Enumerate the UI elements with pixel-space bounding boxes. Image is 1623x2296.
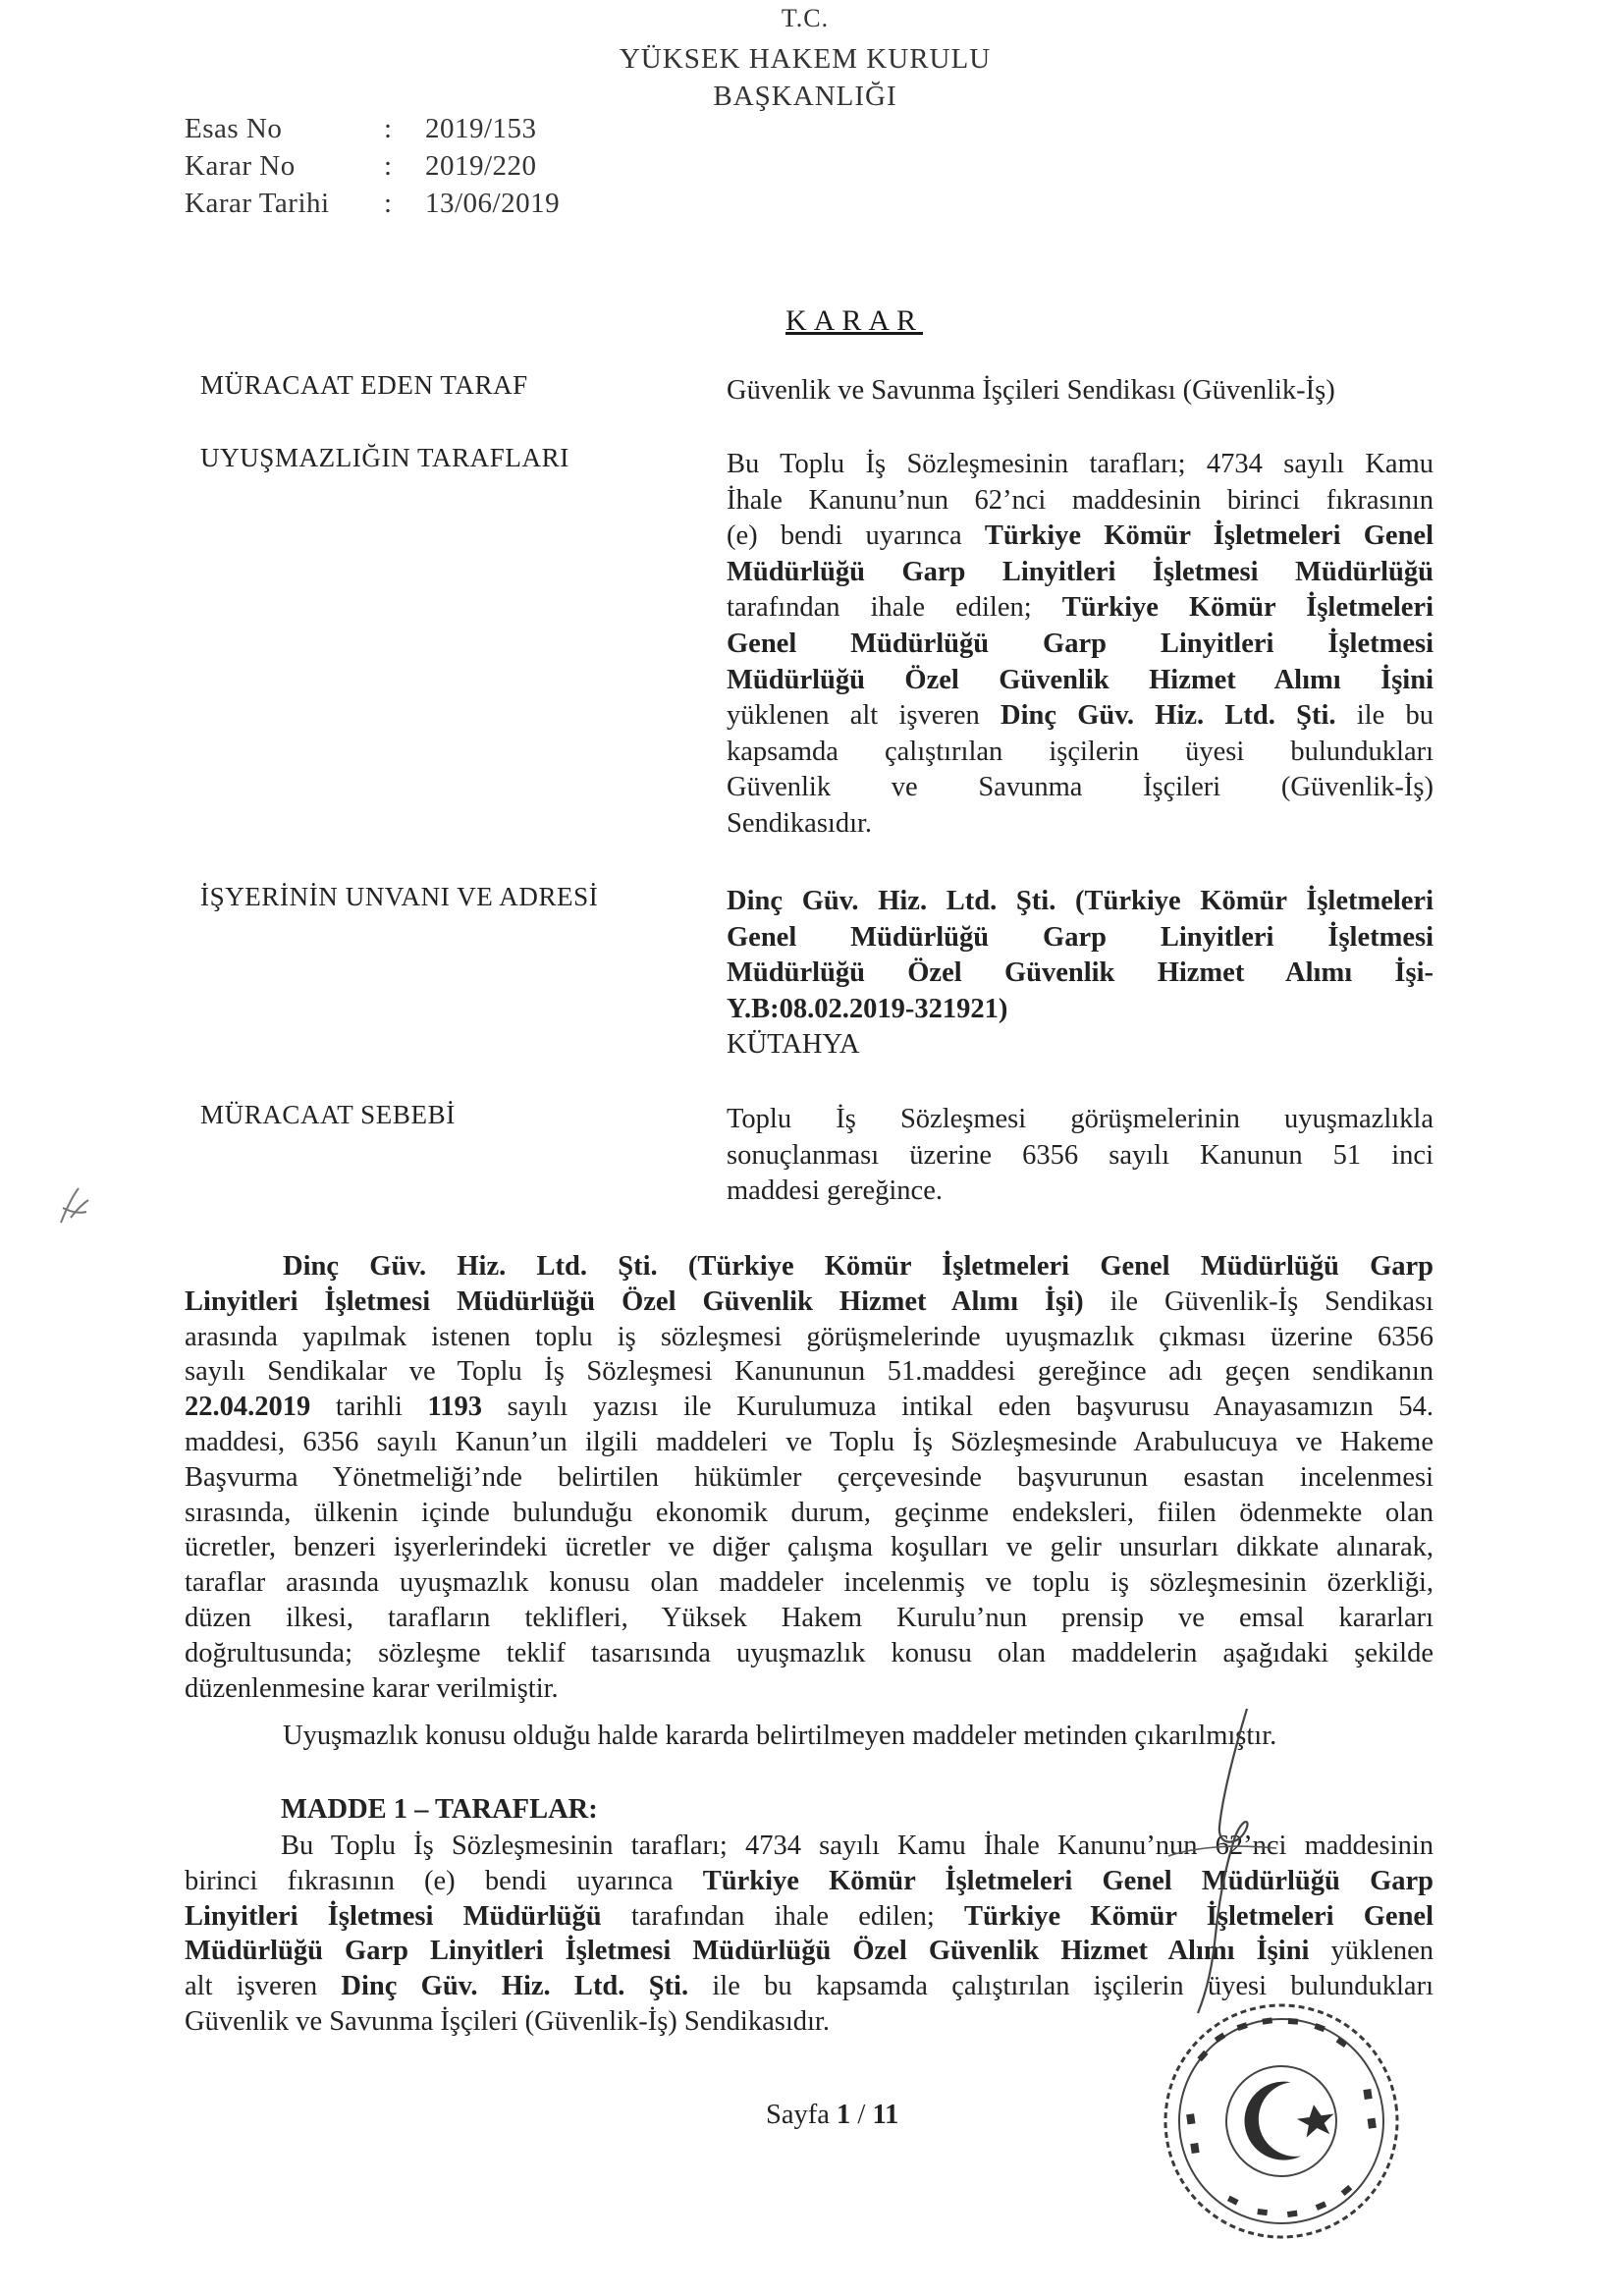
text-run: tarihli [310, 1392, 428, 1423]
text-line: maddesi, 6356 sayılı Kanun’un ilgili maddeleri ve Toplu İş Sözleşmesinde Arabulucuya ve Hakeme [185, 1426, 1434, 1457]
text-run-bold: Linyitleri İşletmesi Müdürlüğü Özel Güvenlik Hizmet Alımı İşi) [185, 1285, 1084, 1317]
text-line [727, 590, 1434, 627]
applicant-value: Güvenlik ve Savunma İşçileri Sendikası (Güvenlik-İş) [727, 375, 1335, 406]
text-line: kapsamda çalıştırılan işçilerin üyesi bulundukları [727, 736, 1434, 767]
text-line: Bu Toplu İş Sözleşmesinin tarafları; 4734 sayılı Kamu İhale Kanunu’nun 62’nci maddesinin [281, 1831, 1434, 1861]
text-run-bold: Dinç Güv. Hiz. Ltd. Şti. [283, 1251, 658, 1282]
text-run-bold: 22.04.2019 [185, 1392, 311, 1423]
text-line: Genel Müdürlüğü Garp Linyitleri İşletmesi [727, 628, 1434, 659]
reason-text [727, 1102, 1434, 1210]
text-run: (e) bendi uyarınca [727, 520, 985, 552]
text-line [727, 698, 1434, 735]
text-run-bold: Dinç Güv. Hiz. Ltd. Şti. [341, 1971, 689, 2002]
text-line [727, 884, 1434, 920]
main-paragraph [185, 1249, 1434, 1706]
text-line: sonuçlanması üzerine 6356 sayılı Kanunun 51 inci [727, 1139, 1434, 1171]
text-run: ile bu [1335, 700, 1434, 732]
case-sep: : [384, 113, 393, 144]
reason-label: MÜRACAAT SEBEBİ [200, 1100, 456, 1129]
text-line: Sendikasıdır. [727, 807, 873, 839]
case-label: Karar No [185, 150, 296, 182]
text-line: düzenlenmesine karar verilmiştir. [185, 1672, 559, 1704]
text-run: sayılı yazısı ile Kurulumuza intikal eden başvurusu Anayasamızın 54. [481, 1392, 1434, 1423]
text-line: Güvenlik ve Savunma İşçileri (Güvenlik-İş) Sendikasıdır. [185, 2005, 830, 2037]
text-line [727, 519, 1434, 555]
margin-initials-mark [49, 1178, 98, 1237]
case-label: Esas No [185, 113, 283, 144]
text-line [185, 1249, 1434, 1285]
text-run-bold: Dinç Güv. Hiz. Ltd. Şti. [727, 886, 1056, 916]
text-line [185, 1390, 1434, 1425]
removed-articles-note: Uyuşmazlık konusu olduğu halde kararda belirtilmeyen maddeler metinden çıkarılmıştır. [283, 1721, 1277, 1751]
header-tc: T.C. [781, 4, 830, 32]
text-line: düzen ilkesi, tarafların teklifleri, Yüksek Hakem Kurulu’nun prensip ve emsal kararları [185, 1602, 1434, 1633]
text-run-bold: (Türkiye Kömür İşletmeleri [1055, 886, 1434, 916]
text-run: yüklenen [1309, 1936, 1434, 1967]
text-run-bold: Linyitleri İşletmesi Müdürlüğü [185, 1900, 602, 1932]
workplace-label: İŞYERİNİN UNVANI VE ADRESİ [200, 882, 599, 911]
text-run: ile bu kapsamda çalıştırılan işçilerin üyesi bulundukları [688, 1971, 1434, 2002]
text-run-bold: Dinç Güv. Hiz. Ltd. Şti. [1000, 700, 1336, 732]
text-run: tarafından ihale edilen; [727, 592, 1062, 624]
page-total: 11 [872, 2100, 899, 2130]
text-line: taraflar arasında uyuşmazlık konusu olan maddeler incelenmiş ve toplu iş sözleşmesinin özerkliği, [185, 1567, 1434, 1599]
text-line: sayılı Sendikalar ve Toplu İş Sözleşmesi Kanununun 51.maddesi gereğince adı geçen sendikanın [185, 1356, 1434, 1388]
parties-text [727, 447, 1434, 843]
text-line: Müdürlüğü Özel Güvenlik Hizmet Alımı İşini [727, 664, 1434, 695]
text-line: İhale Kanunu’nun 62’nci maddesinin birinci fıkrasının [727, 484, 1434, 516]
text-line: Toplu İş Sözleşmesi görüşmelerinin uyuşmazlıkla [727, 1104, 1434, 1134]
text-run-bold: (Türkiye Kömür İşletmeleri Genel Müdürlüğü Garp [657, 1251, 1434, 1282]
case-value: 2019/220 [425, 150, 537, 182]
article-1-heading: MADDE 1 – TARAFLAR: [281, 1794, 598, 1825]
text-line: KÜTAHYA [727, 1029, 860, 1061]
text-line: Başvurma Yönetmeliği’nde belirtilen hükümler çerçevesinde başvurunun esastan incelenmesi [185, 1461, 1434, 1493]
case-value: 2019/153 [425, 113, 537, 144]
case-label: Karar Tarihi [185, 188, 330, 219]
text-run: tarafından ihale edilen; [601, 1900, 964, 1932]
page-prefix: Sayfa [766, 2100, 838, 2130]
workplace-text [727, 884, 1434, 1064]
official-seal-stamp [1149, 1994, 1414, 2249]
decision-title: KARAR [785, 304, 924, 337]
text-run: birinci fıkrasının (e) bendi uyarınca [185, 1865, 703, 1896]
parties-label: UYUŞMAZLIĞIN TARAFLARI [200, 443, 569, 472]
text-run: ile Güvenlik-İş Sendikası [1083, 1285, 1434, 1317]
handwritten-signature [1129, 1699, 1325, 2023]
text-line: sırasında, ülkenin içinde bulunduğu ekonomik durum, geçinme endeksleri, fiilen ödenmekte olan [185, 1497, 1434, 1528]
case-sep: : [384, 188, 393, 219]
text-run-bold: 1193 [427, 1392, 482, 1423]
text-line: Müdürlüğü Garp Linyitleri İşletmesi Müdürlüğü [727, 556, 1434, 587]
page-current: 1 [837, 2100, 851, 2130]
text-run-bold: Türkiye Kömür İşletmeleri Genel Müdürlüğü Garp [702, 1865, 1434, 1896]
case-sep: : [384, 150, 393, 182]
text-run-bold: Türkiye Kömür İşletmeleri Genel [984, 520, 1434, 552]
text-run: yüklenen alt işveren [727, 700, 1001, 732]
applicant-label: MÜRACAAT EDEN TARAF [200, 370, 528, 400]
text-line [185, 1285, 1434, 1320]
text-line: Güvenlik ve Savunma İşçileri (Güvenlik-İş) [727, 772, 1434, 803]
page-sep: / [850, 2100, 873, 2130]
text-line: arasında yapılmak istenen toplu iş sözleşmesi görüşmelerinde uyuşmazlık çıkması üzerine 6356 [185, 1321, 1434, 1352]
text-line: Y.B:08.02.2019-321921) [727, 993, 1008, 1024]
text-line: doğrultusunda; sözleşme teklif tasarısında uyuşmazlık konusu olan maddelerin aşağıdaki şekilde [185, 1637, 1434, 1668]
case-value: 13/06/2019 [425, 188, 561, 219]
page-number [766, 2098, 898, 2133]
text-line: ücretler, benzeri işyerlerindeki ücretler ve diğer çalışma koşulları ve gelir unsurları dikkate alınarak, [185, 1532, 1434, 1563]
text-run-bold: Türkiye Kömür İşletmeleri Genel [964, 1900, 1434, 1932]
text-line: maddesi gereğince. [727, 1175, 943, 1207]
text-run-bold: Türkiye Kömür İşletmeleri [1061, 592, 1434, 624]
text-run: alt işveren [185, 1971, 342, 2002]
institution-name: YÜKSEK HAKEM KURULU [619, 43, 992, 75]
text-line: Müdürlüğü Özel Güvenlik Hizmet Alımı İşi- [727, 957, 1434, 989]
text-line: Bu Toplu İş Sözleşmesinin tarafları; 4734 sayılı Kamu [727, 449, 1434, 479]
text-line: Genel Müdürlüğü Garp Linyitleri İşletmesi [727, 921, 1434, 953]
institution-office: BAŞKANLIĞI [713, 81, 897, 112]
text-run-bold: Müdürlüğü Garp Linyitleri İşletmesi Müdürlüğü Özel Güvenlik Hizmet Alımı İşini [185, 1936, 1310, 1967]
